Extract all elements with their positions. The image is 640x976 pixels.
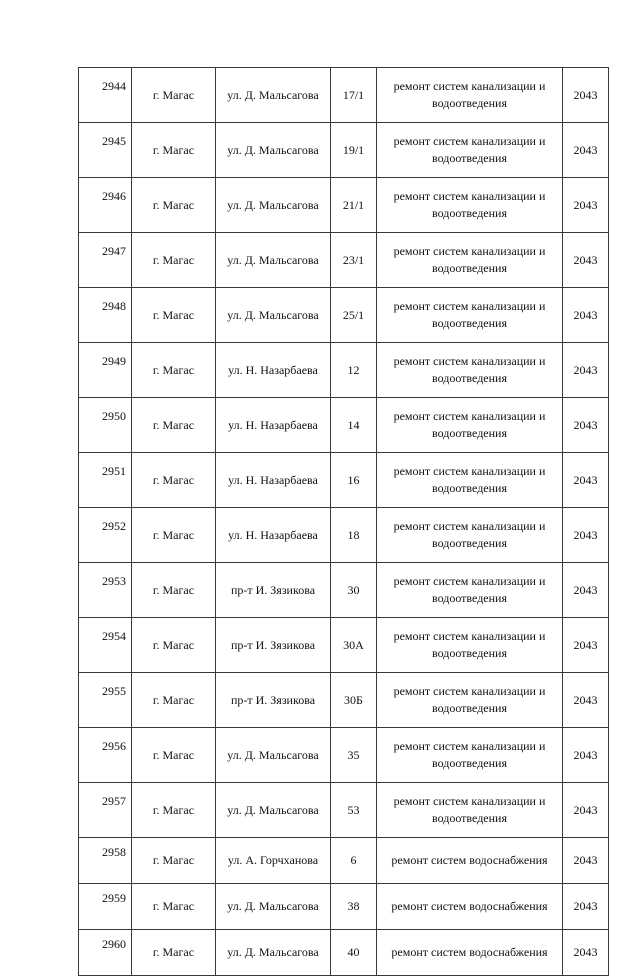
work-type-cell: ремонт систем канализации и водоотведения: [377, 783, 563, 838]
house-number-cell: 21/1: [331, 178, 377, 233]
work-type-cell: ремонт систем канализации и водоотведения: [377, 673, 563, 728]
city-cell: г. Магас: [132, 343, 216, 398]
street-cell: ул. Д. Мальсагова: [216, 783, 331, 838]
street-cell: ул. Н. Назарбаева: [216, 508, 331, 563]
planned-year-cell: 2043: [563, 838, 609, 884]
row-number-cell: 2944: [79, 68, 132, 123]
work-type-cell: ремонт систем канализации и водоотведения: [377, 453, 563, 508]
table-row: [79, 453, 609, 508]
street-cell: ул. Д. Мальсагова: [216, 68, 331, 123]
table-row: [79, 838, 609, 884]
street-cell: ул. А. Горчханова: [216, 838, 331, 884]
planned-year-cell: 2043: [563, 884, 609, 930]
house-number-cell: 6: [331, 838, 377, 884]
table-row: [79, 930, 609, 976]
street-cell: ул. Д. Мальсагова: [216, 123, 331, 178]
house-number-cell: 14: [331, 398, 377, 453]
house-number-cell: 16: [331, 453, 377, 508]
table-body: [79, 68, 609, 976]
row-number-cell: 2951: [79, 453, 132, 508]
planned-year-cell: 2043: [563, 508, 609, 563]
house-number-cell: 40: [331, 930, 377, 976]
house-number-cell: 25/1: [331, 288, 377, 343]
house-number-cell: 53: [331, 783, 377, 838]
repair-schedule-table: [78, 67, 609, 976]
house-number-cell: 12: [331, 343, 377, 398]
street-cell: ул. Д. Мальсагова: [216, 233, 331, 288]
city-cell: г. Магас: [132, 930, 216, 976]
work-type-cell: ремонт систем канализации и водоотведения: [377, 728, 563, 783]
city-cell: г. Магас: [132, 673, 216, 728]
work-type-cell: ремонт систем канализации и водоотведения: [377, 123, 563, 178]
planned-year-cell: 2043: [563, 233, 609, 288]
street-cell: пр-т И. Зязикова: [216, 618, 331, 673]
city-cell: г. Магас: [132, 728, 216, 783]
row-number-cell: 2953: [79, 563, 132, 618]
work-type-cell: ремонт систем водоснабжения: [377, 930, 563, 976]
city-cell: г. Магас: [132, 178, 216, 233]
house-number-cell: 18: [331, 508, 377, 563]
table-row: [79, 673, 609, 728]
city-cell: г. Магас: [132, 68, 216, 123]
row-number-cell: 2959: [79, 884, 132, 930]
city-cell: г. Магас: [132, 398, 216, 453]
table-row: [79, 178, 609, 233]
street-cell: ул. Д. Мальсагова: [216, 288, 331, 343]
city-cell: г. Магас: [132, 233, 216, 288]
work-type-cell: ремонт систем канализации и водоотведения: [377, 508, 563, 563]
city-cell: г. Магас: [132, 288, 216, 343]
city-cell: г. Магас: [132, 563, 216, 618]
planned-year-cell: 2043: [563, 398, 609, 453]
table-row: [79, 233, 609, 288]
planned-year-cell: 2043: [563, 123, 609, 178]
city-cell: г. Магас: [132, 618, 216, 673]
row-number-cell: 2957: [79, 783, 132, 838]
work-type-cell: ремонт систем водоснабжения: [377, 884, 563, 930]
work-type-cell: ремонт систем канализации и водоотведения: [377, 618, 563, 673]
table-row: [79, 288, 609, 343]
planned-year-cell: 2043: [563, 930, 609, 976]
city-cell: г. Магас: [132, 884, 216, 930]
planned-year-cell: 2043: [563, 68, 609, 123]
work-type-cell: ремонт систем канализации и водоотведения: [377, 398, 563, 453]
row-number-cell: 2955: [79, 673, 132, 728]
street-cell: ул. Д. Мальсагова: [216, 178, 331, 233]
work-type-cell: ремонт систем канализации и водоотведения: [377, 233, 563, 288]
planned-year-cell: 2043: [563, 453, 609, 508]
street-cell: ул. Н. Назарбаева: [216, 453, 331, 508]
table-row: [79, 398, 609, 453]
table-row: [79, 68, 609, 123]
table-row: [79, 508, 609, 563]
row-number-cell: 2958: [79, 838, 132, 884]
planned-year-cell: 2043: [563, 618, 609, 673]
planned-year-cell: 2043: [563, 728, 609, 783]
city-cell: г. Магас: [132, 453, 216, 508]
table-row: [79, 343, 609, 398]
row-number-cell: 2947: [79, 233, 132, 288]
work-type-cell: ремонт систем канализации и водоотведения: [377, 563, 563, 618]
row-number-cell: 2949: [79, 343, 132, 398]
row-number-cell: 2954: [79, 618, 132, 673]
planned-year-cell: 2043: [563, 783, 609, 838]
planned-year-cell: 2043: [563, 673, 609, 728]
row-number-cell: 2952: [79, 508, 132, 563]
work-type-cell: ремонт систем водоснабжения: [377, 838, 563, 884]
city-cell: г. Магас: [132, 783, 216, 838]
house-number-cell: 17/1: [331, 68, 377, 123]
table-row: [79, 563, 609, 618]
street-cell: ул. Н. Назарбаева: [216, 343, 331, 398]
row-number-cell: 2948: [79, 288, 132, 343]
house-number-cell: 35: [331, 728, 377, 783]
house-number-cell: 30Б: [331, 673, 377, 728]
table-row: [79, 783, 609, 838]
house-number-cell: 30А: [331, 618, 377, 673]
table-row: [79, 123, 609, 178]
work-type-cell: ремонт систем канализации и водоотведения: [377, 288, 563, 343]
street-cell: ул. Д. Мальсагова: [216, 728, 331, 783]
street-cell: ул. Н. Назарбаева: [216, 398, 331, 453]
planned-year-cell: 2043: [563, 178, 609, 233]
table-row: [79, 884, 609, 930]
house-number-cell: 19/1: [331, 123, 377, 178]
street-cell: ул. Д. Мальсагова: [216, 930, 331, 976]
work-type-cell: ремонт систем канализации и водоотведения: [377, 68, 563, 123]
street-cell: ул. Д. Мальсагова: [216, 884, 331, 930]
work-type-cell: ремонт систем канализации и водоотведения: [377, 343, 563, 398]
work-type-cell: ремонт систем канализации и водоотведения: [377, 178, 563, 233]
planned-year-cell: 2043: [563, 343, 609, 398]
planned-year-cell: 2043: [563, 563, 609, 618]
row-number-cell: 2946: [79, 178, 132, 233]
street-cell: пр-т И. Зязикова: [216, 673, 331, 728]
house-number-cell: 30: [331, 563, 377, 618]
table-row: [79, 728, 609, 783]
row-number-cell: 2956: [79, 728, 132, 783]
table-row: [79, 618, 609, 673]
row-number-cell: 2960: [79, 930, 132, 976]
house-number-cell: 23/1: [331, 233, 377, 288]
house-number-cell: 38: [331, 884, 377, 930]
street-cell: пр-т И. Зязикова: [216, 563, 331, 618]
planned-year-cell: 2043: [563, 288, 609, 343]
city-cell: г. Магас: [132, 508, 216, 563]
city-cell: г. Магас: [132, 123, 216, 178]
row-number-cell: 2945: [79, 123, 132, 178]
city-cell: г. Магас: [132, 838, 216, 884]
row-number-cell: 2950: [79, 398, 132, 453]
